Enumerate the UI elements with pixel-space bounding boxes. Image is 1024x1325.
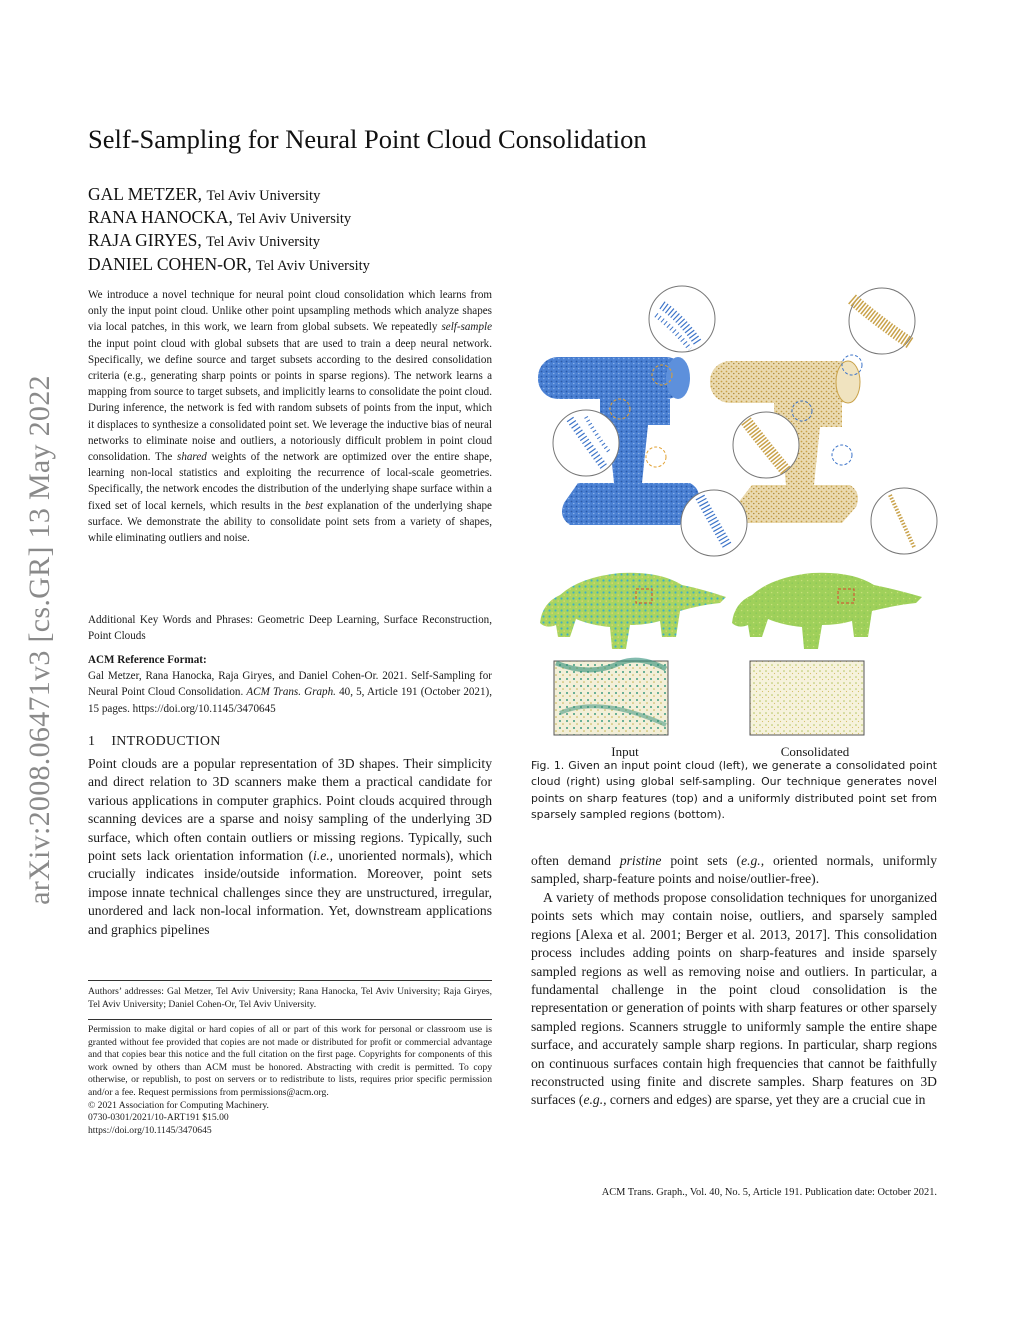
body-text: corners and edges) are sparse, yet they are a crucial cue in bbox=[606, 1092, 926, 1108]
intro-text: Point clouds are a popular representation of 3D shapes. Their simplicity and direct relation to 3D scanners make them a practical candidate for various applications in computer graphics. Point clouds acquired through scanning devices are a sparse and noisy sampling of the underlying 3D surface, which often contain outliers or missing regions. Typically, such point sets lack orientation information ( bbox=[88, 756, 492, 864]
running-footer: ACM Trans. Graph., Vol. 40, No. 5, Article 191. Publication date: October 2021. bbox=[601, 1187, 937, 1198]
body-text: A variety of methods propose consolidation techniques for unorganized points sets which may contain noise, outliers, and sparsely sampled regions [Alexa et al. 2001; Berger et al. 2013, 2017]. This consolidation process includes adding points on sharp-features and inside sparsely sampled regions as well as removing noise and outliers. In particular, a fundamental challenge in the point cloud consolidation is the representation or generation of points with sharp features or other sparsely sampled regions. Scanners struggle to uniformly sample the entire shape surface, and accurately sample sharp regions. In particular, sharp regions on continuous surfaces contain high frequencies that cannot be faithfully reconstructed using finite and discrete samples. Sharp features on 3D surfaces ( bbox=[531, 890, 937, 1108]
keywords: Additional Key Words and Phrases: Geometric Deep Learning, Surface Reconstruction, Point Clouds bbox=[88, 614, 492, 643]
right-column-paragraph-2 bbox=[531, 889, 937, 1110]
abstract-emphasis: best bbox=[305, 499, 323, 512]
abstract-emphasis: self-sample bbox=[441, 321, 492, 334]
abstract-text: explanation of the underlying shape surface. We demonstrate the ability to consolidate point sets from a variety of shapes, while eliminating outliers and noise. bbox=[88, 499, 492, 545]
footnote-addresses: Authors’ addresses: Gal Metzer, Tel Aviv University; Rana Hanocka, Tel Aviv University; Raja Giryes, Tel Aviv University; Daniel Cohen-Or, Tel Aviv University. bbox=[88, 986, 492, 1010]
abstract bbox=[88, 287, 492, 546]
figure-label-input: Input bbox=[611, 744, 639, 759]
author-affiliation: Tel Aviv University bbox=[237, 211, 352, 227]
input-crop bbox=[554, 660, 668, 735]
author-line bbox=[88, 230, 320, 251]
author-name: RANA HANOCKA, bbox=[88, 207, 233, 227]
body-emphasis: e.g., bbox=[583, 1092, 607, 1108]
body-emphasis: pristine bbox=[619, 853, 662, 868]
abstract-text: weights of the network are optimized over the entire shape, learning non-local statistics and exploiting the recurrence of local-scale geometries. Specifically, the network encodes the distribution of the underlying shape surface within a fixed set of local kernels, which results in the bbox=[88, 451, 492, 512]
author-name: GAL METZER, bbox=[88, 184, 203, 204]
acm-reference bbox=[88, 652, 492, 717]
arxiv-stamp-text: arXiv:2008.06471v3 [cs.GR] 13 May 2022 bbox=[23, 375, 56, 905]
paper-title: Self-Sampling for Neural Point Cloud Consolidation bbox=[88, 124, 647, 154]
body-text: oriented normals, uniformly sampled, sharp-feature points and noise/outlier-free). bbox=[531, 853, 938, 887]
footnote-rule bbox=[88, 980, 492, 981]
figure-label-consolidated: Consolidated bbox=[780, 744, 850, 759]
acm-reference-journal: ACM Trans. Graph. bbox=[246, 686, 336, 699]
zoom-inset-input-left bbox=[553, 410, 619, 476]
acm-reference-text: Gal Metzer, Rana Hanocka, Raja Giryes, and Daniel Cohen-Or. 2021. Self-Sampling for Neural Point Cloud Consolidation. bbox=[88, 670, 492, 699]
figure-caption: Fig. 1. Given an input point cloud (left), we generate a consolidated point cloud (right) using global self-sampling. Our technique generates novel points on sharp features (top) and a uniformly distributed point set from sparsely sampled regions (bottom). bbox=[531, 759, 937, 822]
issn-text: 0730-0301/2021/10-ART191 $15.00 bbox=[88, 1112, 229, 1124]
zoom-inset-consolidated-bottom bbox=[871, 488, 937, 554]
zoom-inset-consolidated-left bbox=[733, 412, 799, 478]
author-line bbox=[88, 207, 351, 228]
intro-text: unoriented normals), which crucially indicates inside/outside information. Moreover, point sets impose innate technical challenges since they are unstructured, irregular, unordered and lack non-local information. Yet, downstream applications and graphics pipelines bbox=[88, 848, 492, 937]
zoom-inset-input-top bbox=[649, 286, 715, 352]
zoom-inset-input-bottom bbox=[681, 490, 747, 556]
author-name: DANIEL COHEN-OR, bbox=[88, 254, 252, 274]
right-column-paragraph-1 bbox=[531, 852, 937, 889]
section-number: 1 bbox=[88, 734, 96, 749]
author-affiliation: Tel Aviv University bbox=[206, 188, 321, 204]
body-text: often demand bbox=[531, 853, 620, 868]
acm-reference-text: 40, 5, Article 191 (October 2021), 15 pages. https://doi.org/10.1145/3470645 bbox=[88, 686, 492, 715]
author-affiliation: Tel Aviv University bbox=[206, 234, 321, 250]
footnote-rule bbox=[88, 1019, 492, 1020]
consolidated-dinosaur bbox=[732, 573, 922, 649]
consolidated-crop bbox=[750, 661, 864, 735]
author-name: RAJA GIRYES, bbox=[88, 230, 202, 250]
footnote-permission bbox=[88, 1024, 492, 1137]
section-title: INTRODUCTION bbox=[111, 734, 221, 749]
acm-reference-body bbox=[88, 668, 492, 717]
arxiv-stamp bbox=[14, 340, 66, 940]
zoom-inset-consolidated-top bbox=[849, 288, 915, 354]
figure-1 bbox=[530, 285, 940, 745]
intro-emphasis: i.e., bbox=[313, 848, 334, 864]
author-line bbox=[88, 254, 370, 275]
copyright-text: © 2021 Association for Computing Machinery. bbox=[88, 1099, 269, 1111]
abstract-emphasis: shared bbox=[177, 451, 207, 464]
abstract-text: the input point cloud with global subsets that are used to train a deep neural network. Specifically, we define source and target subsets according to the desired consolidation criteria (e.g., generating sharp points or points in sparse regions). The network learns a mapping from source to target subsets, and implicitly learns to consolidate the point cloud. During inference, the network is fed with random subsets of points from the input, which it displaces to synthesize a consolidated point set. We leverage the inductive bias of neural networks to eliminate noise and outliers, a notoriously difficult problem in point cloud consolidation. The bbox=[88, 337, 492, 464]
acm-reference-heading: ACM Reference Format: bbox=[88, 654, 207, 666]
section-heading bbox=[88, 734, 221, 750]
author-affiliation: Tel Aviv University bbox=[256, 258, 370, 274]
input-dinosaur bbox=[540, 573, 726, 649]
permission-text: Permission to make digital or hard copies of all or part of this work for personal or classroom use is granted without fee provided that copies are not made or distributed for profit or commercial advantage and that copies bear this notice and the full citation on the first page. Copyrights for components of this work owned by others than ACM must be honored. Abstracting with credit is permitted. To copy otherwise, or republish, to post on servers or to redistribute to lists, requires prior specific permission and/or a fee. Request permissions from permissions@acm.org. bbox=[88, 1024, 492, 1098]
abstract-text: We introduce a novel technique for neural point cloud consolidation which learns from only the input point cloud. Unlike other point upsampling methods which analyze shapes via local patches, in this work, we learn from global subsets. We repeatedly bbox=[88, 289, 492, 334]
body-emphasis: e.g., bbox=[741, 853, 765, 868]
intro-paragraph bbox=[88, 755, 492, 939]
doi-text[interactable]: https://doi.org/10.1145/3470645 bbox=[88, 1124, 212, 1136]
body-text: point sets ( bbox=[661, 853, 742, 868]
author-line bbox=[88, 184, 320, 205]
